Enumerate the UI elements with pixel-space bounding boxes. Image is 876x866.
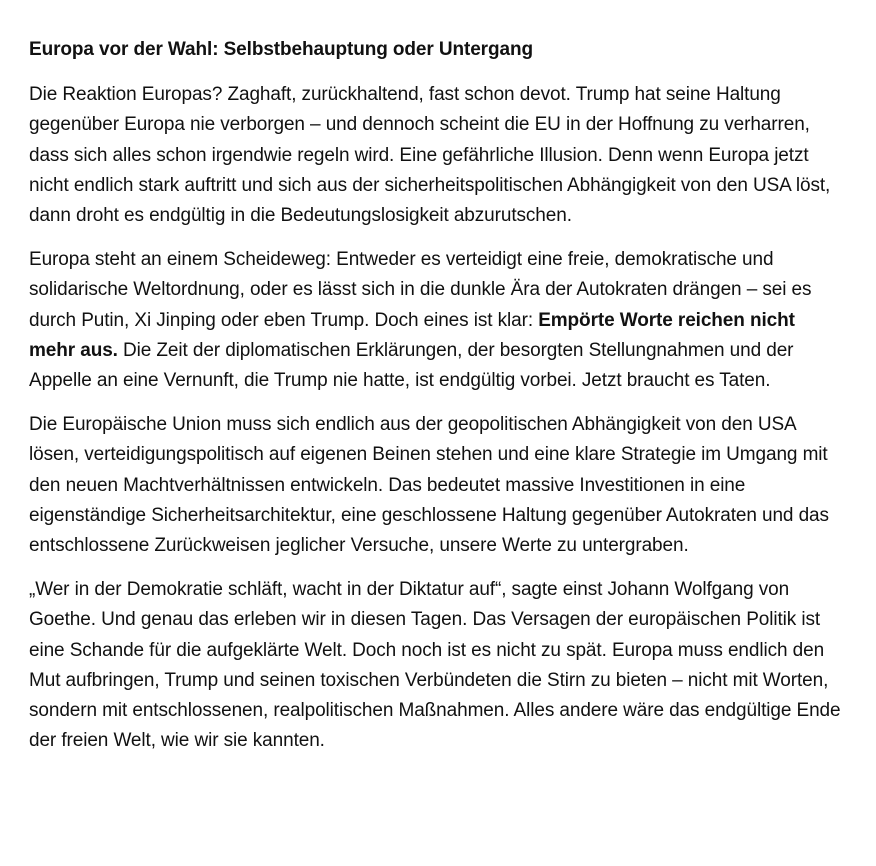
paragraph-1: Die Reaktion Europas? Zaghaft, zurückhaltend, fast schon devot. Trump hat seine Haltung gegenüber Europa nie verborgen – und dennoch scheint die EU in der Hoffnung zu verharren, dass sich alles schon irgendwie regeln wird. Eine gefährliche Illusion. Denn wenn Europa jetzt nicht endlich stark auftritt und sich aus der sicherheitspolitischen Abhängigkeit von den USA löst, dann droht es endgültig in die Bedeutungslosigkeit abzurutschen. (29, 84, 831, 227)
document-heading: Europa vor der Wahl: Selbstbehauptung oder Untergang (29, 39, 533, 60)
paragraph-2-bold-emphasis: Empörte Worte reichen nicht mehr aus. (29, 309, 795, 361)
document-body (29, 35, 844, 756)
paragraph-2-text-after: Die Zeit der diplomatischen Erklärungen, der besorgten Stellungnahmen und der Appelle an eine Vernunft, die Trump nie hatte, ist endgültig vorbei. Jetzt braucht es Taten. (29, 339, 794, 392)
paragraph-2 (29, 245, 844, 396)
paragraph-2-text-before: Europa steht an einem Scheideweg: Entweder es verteidigt eine freie, demokratische und solidarische Weltordnung, oder es lässt sich in die dunkle Ära der Autokraten drängen – sei es durch Putin, Xi Jinping oder eben Trump. Doch eines ist klar: (29, 249, 812, 331)
paragraph-3: Die Europäische Union muss sich endlich aus der geopolitischen Abhängigkeit von den USA lösen, verteidigungspolitisch auf eigenen Beinen stehen und eine klare Strategie im Umgang mit den neuen Machtverhältnissen entwickeln. Das bedeutet massive Investitionen in eine eigenständige Sicherheitsarchitektur, eine geschlossene Haltung gegenüber Autokraten und das entschlossene Zurückweisen jeglicher Versuche, unsere Werte zu untergraben. (29, 414, 829, 557)
paragraph-4: „Wer in der Demokratie schläft, wacht in der Diktatur auf“, sagte einst Johann Wolfgang von Goethe. Und genau das erleben wir in diesen Tagen. Das Versagen der europäischen Politik ist eine Schande für die aufgeklärte Welt. Doch noch ist es nicht zu spät. Europa muss endlich den Mut aufbringen, Trump und seinen toxischen Verbündeten die Stirn zu bieten – nicht mit Worten, sondern mit entschlossenen, realpolitischen Maßnahmen. Alles andere wäre das endgültige Ende der freien Welt, wie wir sie kannten. (29, 579, 841, 752)
